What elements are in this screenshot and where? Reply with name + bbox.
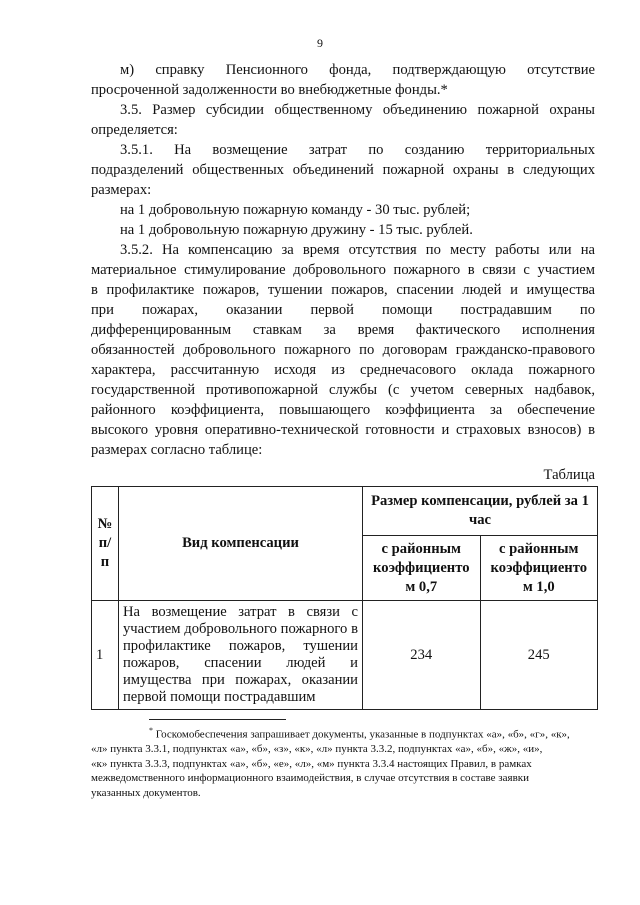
body-line: на 1 добровольную пожарную дружину - 15 тыс. рублей.	[120, 222, 473, 238]
header-coefficient-0-7: с районным коэффициенто м 0,7	[363, 536, 481, 601]
body-line: размерах:	[91, 182, 152, 198]
body-line: просроченной задолженности во внебюджетные фонды.*	[91, 82, 448, 98]
body-line: обязанностей добровольного пожарного по договорам гражданско-правового	[91, 342, 595, 358]
header-coefficient-1-0: с районным коэффициенто м 1,0	[480, 536, 598, 601]
body-line: определяется:	[91, 122, 178, 138]
table-row	[92, 601, 598, 710]
footnote-line: «л» пункта 3.3.1, подпунктах «а», «б», «з», «к», «л» пункта 3.3.2, подпунктах «а», «б», «ж», «и»,	[91, 743, 543, 756]
body-line: размерах согласно таблице:	[91, 442, 263, 458]
body-line: на 1 добровольную пожарную команду - 30 тыс. рублей;	[120, 202, 471, 218]
footnote-mark: *	[149, 726, 153, 735]
footnote-separator	[149, 719, 286, 720]
body-line: материальное стимулирование добровольного пожарного в связи с участием	[91, 262, 595, 278]
body-line: подразделений общественных объединений пожарной охраны в следующих	[91, 162, 595, 178]
body-line: государственной противопожарной службы (с учетом северных надбавок,	[91, 382, 595, 398]
row-compensation-type: На возмещение затрат в связи с участием добровольного пожарного в профилактике пожаров, тушении пожаров, спасении людей и имущества при пожарах, оказании первой помощи пострадавшим	[119, 601, 363, 710]
body-line: дифференцированным ставкам за время фактического исполнения	[91, 322, 595, 338]
body-line: 3.5.1. На возмещение затрат по созданию территориальных	[120, 142, 595, 158]
footnote-line: межведомственного информационного взаимодействия, в случае отсутствия в составе заявки	[91, 772, 530, 785]
row-number: 1	[92, 601, 119, 710]
header-compensation-type: Вид компенсации	[119, 487, 363, 601]
footnote-line: «к» пункта 3.3.3, подпунктах «а», «б», «е», «л», «м» пункта 3.3.4 настоящих Правил, в рамках	[91, 757, 532, 770]
body-line: м) справку Пенсионного фонда, подтверждающую отсутствие	[120, 62, 595, 78]
page-number: 9	[317, 36, 323, 50]
header-compensation-size: Размер компенсации, рублей за 1 час	[363, 487, 598, 536]
table-header-row	[92, 487, 598, 536]
body-line: 3.5. Размер субсидии общественному объединению пожарной охраны	[120, 102, 595, 118]
body-line: характера, рассчитанную исходя из среднечасового оклада пожарного	[91, 362, 595, 378]
footnote-line: указанных документов.	[91, 786, 201, 799]
footnote	[91, 724, 598, 800]
row-value-1-0: 245	[480, 601, 598, 710]
body-line: районного коэффициента, повышающего коэффициента за обеспечение	[91, 402, 595, 418]
table-caption: Таблица	[543, 467, 595, 483]
header-number: № п/п	[92, 487, 119, 601]
body-line: в профилактике пожаров, тушении пожаров, спасении людей и имущества	[91, 282, 595, 298]
body-line: при пожарах, оказании первой помощи пострадавшим по	[91, 302, 595, 318]
row-value-0-7: 234	[363, 601, 481, 710]
body-line: высокого уровня оперативно-технической готовности и страховых взносов) в	[91, 422, 595, 438]
document-body	[91, 60, 595, 460]
body-line: 3.5.2. На компенсацию за время отсутствия по месту работы или на	[120, 242, 595, 258]
footnote-text: Госкомобеспечения запрашивает документы, указанные в подпунктах «а», «б», «г», «к»,	[155, 728, 570, 741]
compensation-table	[91, 486, 598, 710]
footnote-line	[91, 724, 598, 742]
